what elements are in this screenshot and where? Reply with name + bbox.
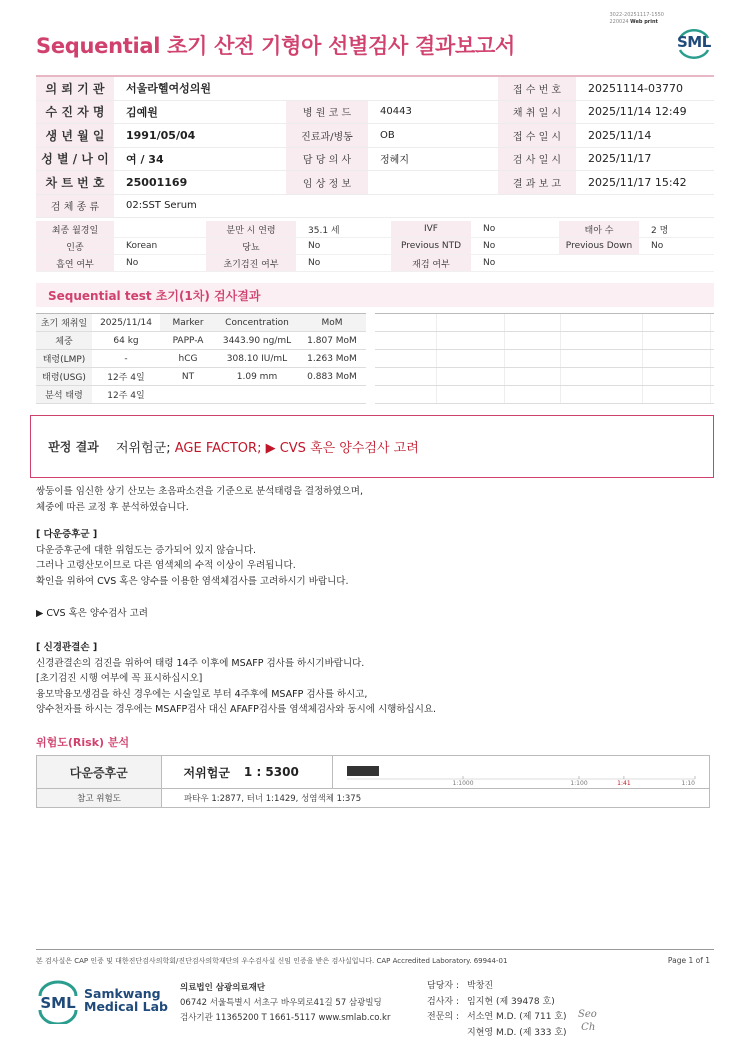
risk-label: 다운증후군 [37, 756, 162, 788]
results-cell: MoM [298, 314, 366, 331]
risk-group: 저위험군 [183, 765, 230, 780]
empty-grid-cell [561, 314, 643, 331]
report-title: Sequential 초기 산전 기형아 선별검사 결과보고서 [36, 34, 515, 58]
empty-grid-cell [505, 332, 561, 349]
empty-grid-cell [437, 332, 505, 349]
web-print-label: Web print [630, 19, 658, 25]
results-cell [298, 386, 366, 403]
empty-grid-cell [561, 350, 643, 367]
signature: Seo Ch [578, 1009, 597, 1033]
info-value: OB [380, 129, 395, 141]
info-label: 임 상 정 보 [286, 171, 368, 194]
info-label: 생 년 월 일 [36, 124, 114, 147]
info-value: 20251114-03770 [588, 81, 683, 95]
clinical-value: No [651, 241, 664, 251]
info-value: 25001169 [126, 175, 188, 189]
empty-grid-cell [375, 314, 437, 331]
doc-code-1: 3022-20251117-1550 [609, 12, 664, 18]
lab-name-2: Medical Lab [84, 999, 168, 1014]
staff-list [427, 979, 567, 1041]
intro-line-1: 쌍둥이를 임신한 상기 산모는 초음파소견을 기준으로 분석태령을 결정하였으며, [36, 486, 364, 497]
foundation-info [180, 981, 390, 1026]
clinical-value: No [483, 224, 496, 234]
risk-ratio: 1 : 5300 [243, 765, 299, 779]
results-cell: 태령(LMP) [36, 350, 92, 367]
clinical-label: 초기검진 여부 [206, 255, 296, 271]
ref-risk-value: 파타우 1:2877, 터너 1:1429, 성염색체 1:375 [184, 794, 362, 804]
empty-grid-cell [505, 350, 561, 367]
empty-grid-row [375, 332, 714, 350]
down-line-3: 확인을 위하여 CVS 혹은 양수를 이용한 염색체검사를 고려하시기 바랍니다. [36, 575, 349, 587]
clinical-info-table [36, 221, 714, 272]
clinical-label: 태아 수 [559, 221, 639, 237]
document-code [609, 12, 664, 26]
clinical-value [639, 255, 714, 271]
clinical-value: 2 명 [651, 225, 669, 236]
info-label: 수 진 자 명 [36, 101, 114, 124]
info-value: 여 / 34 [126, 152, 164, 166]
info-label: 결 과 보 고 [498, 171, 576, 194]
clinical-label: 흡연 여부 [36, 255, 114, 271]
empty-grid-cell [643, 332, 711, 349]
info-label: 검 사 일 시 [498, 148, 576, 171]
empty-grid-row [375, 314, 714, 332]
clinical-row [36, 221, 714, 238]
results-table [36, 313, 366, 404]
results-cell: Marker [160, 314, 216, 331]
recommendation: ▶ CVS 혹은 양수검사 고려 [36, 608, 148, 619]
down-title: [ 다운증후군 ] [36, 529, 98, 540]
staff-row [427, 1026, 567, 1042]
clinical-value: No [483, 258, 496, 268]
foundation-name: 의료법인 삼광의료재단 [180, 983, 266, 993]
staff-name: 임지현 (제 39478 호) [467, 996, 555, 1007]
results-cell: 3443.90 ng/mL [222, 335, 292, 346]
empty-grid-row [375, 368, 714, 386]
risk-value [162, 756, 333, 788]
footer-logo-text: SML [40, 994, 76, 1012]
patient-info-table [36, 75, 714, 218]
footer-divider [36, 949, 714, 950]
lab-name-1: Samkwang [84, 986, 161, 1001]
risk-axis-label: 1:100 [570, 780, 588, 787]
clinical-label: 당뇨 [206, 238, 296, 254]
staff-role: 전문의 : [427, 1012, 459, 1022]
info-value [368, 171, 498, 194]
clinical-row [36, 238, 714, 255]
down-line-2: 그러나 고령산모이므로 다른 염색체의 수적 이상이 우려됩니다. [36, 560, 296, 571]
info-row [36, 77, 714, 101]
results-empty-grid [375, 313, 714, 404]
clinical-label: 인종 [36, 238, 114, 254]
specimen-label: 검 체 종 류 [36, 195, 114, 218]
info-row [36, 148, 714, 172]
clinical-label: 분만 시 연령 [206, 221, 296, 237]
results-cell: 12주 4일 [107, 391, 145, 401]
clinical-value: Korean [126, 241, 158, 251]
results-cell: Concentration [216, 314, 298, 331]
risk-axis-label: 1:10 [681, 780, 695, 787]
info-value: 2025/11/14 12:49 [588, 105, 687, 119]
staff-name: 박창진 [467, 981, 494, 991]
verdict-normal: 저위험군; [116, 441, 175, 456]
results-cell: 태령(USG) [36, 368, 92, 385]
empty-grid-cell [375, 386, 437, 403]
risk-bar [347, 766, 379, 776]
info-value: 1991/05/04 [126, 128, 196, 142]
lab-name [84, 987, 168, 1013]
clinical-label: Previous Down [559, 238, 639, 254]
results-cell: - [124, 353, 128, 364]
info-row [36, 124, 714, 148]
clinical-label: 재검 여부 [391, 255, 471, 271]
info-value: 서울라헬여성의원 [126, 82, 212, 96]
info-row [36, 171, 714, 195]
empty-grid-cell [375, 368, 437, 385]
empty-grid-cell [437, 314, 505, 331]
staff-name: 지현영 M.D. (제 333 호) [467, 1027, 567, 1038]
accreditation-note: 본 검사실은 CAP 인증 및 대한진단검사의학회/진단검사의학재단의 우수검사실 신임 인증을 받은 검사실입니다. CAP Accredited Laboratory. 69944-01 [36, 957, 508, 965]
results-row [36, 386, 366, 404]
verdict-red: AGE FACTOR; ▶ CVS 혹은 양수검사 고려 [174, 441, 419, 456]
results-row [36, 350, 366, 368]
down-syndrome-section [36, 527, 348, 589]
results-cell: 308.10 IU/mL [226, 353, 288, 364]
intro-line-2: 체중에 따른 교정 후 분석하였습니다. [36, 501, 189, 513]
staff-role: 검사자 : [427, 996, 459, 1007]
empty-grid-cell [505, 368, 561, 385]
risk-scale-svg [333, 756, 709, 789]
empty-grid-cell [643, 386, 711, 403]
results-cell: 체중 [36, 332, 92, 349]
info-value: 2025/11/17 [588, 152, 652, 166]
staff-row [427, 1010, 567, 1026]
staff-role [427, 1026, 467, 1042]
clinical-value: No [483, 241, 496, 251]
clinical-value [114, 221, 206, 237]
results-cell: 1.263 MoM [307, 353, 357, 364]
results-cell: 0.883 MoM [307, 371, 357, 382]
risk-title: 위험도(Risk) 분석 [36, 736, 130, 749]
doc-code-2: 220024 [609, 19, 629, 25]
verdict-box [30, 415, 714, 478]
clinical-label [559, 255, 639, 271]
verdict-text [116, 437, 419, 456]
specimen-value: 02:SST Serum [126, 200, 197, 212]
ntd-line-1: 신경관결손의 검진을 위하여 태령 14주 이후에 MSAFP 검사를 하시기바랍니다. [36, 657, 365, 669]
info-value: 김예원 [126, 105, 158, 119]
empty-grid-cell [561, 368, 643, 385]
staff-name: 서소연 M.D. (제 711 호) [467, 1012, 567, 1022]
staff-row [427, 979, 567, 995]
down-line-1: 다운증후군에 대한 위험도는 증가되어 있지 않습니다. [36, 544, 257, 556]
info-label: 채 취 일 시 [498, 101, 576, 124]
empty-grid-cell [643, 368, 711, 385]
foundation-contact: 검사기관 11365200 T 1661-5117 www.smlab.co.kr [180, 1013, 391, 1023]
info-row [36, 101, 714, 125]
clinical-label: Previous NTD [391, 238, 471, 254]
clinical-row [36, 255, 714, 272]
ntd-title: [ 신경관결손 ] [36, 642, 98, 653]
risk-axis-label: 1:41 [617, 780, 631, 787]
staff-role: 담당자 : [427, 981, 459, 991]
info-label: 담 당 의 사 [286, 148, 368, 171]
ntd-line-3: 융모막융모생검을 하신 경우에는 시술일로 부터 4주후에 MSAFP 검사를 하시고, [36, 688, 368, 700]
interpretation-intro [36, 484, 363, 515]
staff-row [427, 995, 567, 1011]
foundation-address: 06742 서울특별시 서초구 바우뫼로41길 57 삼광빌딩 [180, 998, 382, 1008]
empty-grid-cell [375, 350, 437, 367]
empty-grid-cell [437, 350, 505, 367]
results-cell: 64 kg [113, 335, 139, 346]
sml-logo [674, 24, 714, 62]
results-cell: 1.09 mm [236, 371, 278, 382]
results-row [36, 332, 366, 350]
clinical-value: No [308, 241, 321, 251]
clinical-label: 최종 월경일 [36, 221, 114, 237]
info-value: 40443 [380, 106, 412, 118]
results-cell [160, 386, 216, 403]
info-label [286, 77, 368, 100]
empty-grid-row [375, 386, 714, 404]
info-label: 의 뢰 기 관 [36, 77, 114, 100]
ntd-line-4: 양수천자를 하시는 경우에는 MSAFP검사 대신 AFAFP검사를 염색체검사와 동시에 시행하십시요. [36, 704, 437, 715]
ref-risk-label: 참고 위험도 [37, 789, 162, 807]
ntd-section [36, 640, 436, 718]
info-value: 2025/11/17 15:42 [588, 175, 687, 189]
results-cell: 1.807 MoM [307, 335, 357, 346]
sml-footer-logo [36, 980, 80, 1024]
results-cell [216, 386, 298, 403]
info-row-specimen [36, 195, 714, 219]
info-value [368, 77, 498, 100]
empty-grid-row [375, 350, 714, 368]
empty-grid-cell [643, 314, 711, 331]
ntd-line-2: [초기검진 시행 여부에 꼭 표시하십시오] [36, 673, 203, 684]
clinical-label: IVF [391, 221, 471, 237]
empty-grid-cell [561, 386, 643, 403]
empty-grid-cell [505, 314, 561, 331]
info-value: 2025/11/14 [588, 128, 652, 142]
logo-text: SML [677, 33, 711, 51]
empty-grid-cell [505, 386, 561, 403]
empty-grid-cell [375, 332, 437, 349]
results-cell: 12주 4일 [107, 373, 145, 383]
empty-grid-cell [437, 386, 505, 403]
info-label: 접 수 번 호 [498, 77, 576, 100]
page-number: Page 1 of 1 [667, 956, 710, 965]
clinical-value: No [126, 258, 139, 268]
empty-grid-cell [643, 350, 711, 367]
risk-scale [333, 756, 709, 788]
clinical-value: 35.1 세 [308, 225, 340, 236]
verdict-label: 판정 결과 [48, 440, 99, 454]
empty-grid-cell [561, 332, 643, 349]
risk-axis-label: 1:1000 [452, 780, 474, 787]
results-cell: PAPP-A [172, 335, 204, 346]
results-cell: 초기 채취일 [36, 314, 92, 331]
info-value: 정혜지 [380, 155, 409, 167]
info-label: 차 트 번 호 [36, 171, 114, 194]
info-label: 성 별 / 나 이 [36, 148, 114, 171]
clinical-value: No [308, 258, 321, 268]
results-cell: 분석 태령 [36, 386, 92, 403]
risk-table [36, 755, 710, 808]
results-row [36, 368, 366, 386]
results-cell: NT [181, 371, 195, 382]
info-label: 병 원 코 드 [286, 101, 368, 124]
info-label: 진료과/병동 [286, 124, 368, 147]
info-label: 접 수 일 시 [498, 124, 576, 147]
results-cell: hCG [178, 353, 198, 364]
section-title: Sequential test 초기(1차) 검사결과 [36, 283, 714, 307]
results-cell: 2025/11/14 [100, 317, 152, 328]
results-row [36, 314, 366, 332]
empty-grid-cell [437, 368, 505, 385]
